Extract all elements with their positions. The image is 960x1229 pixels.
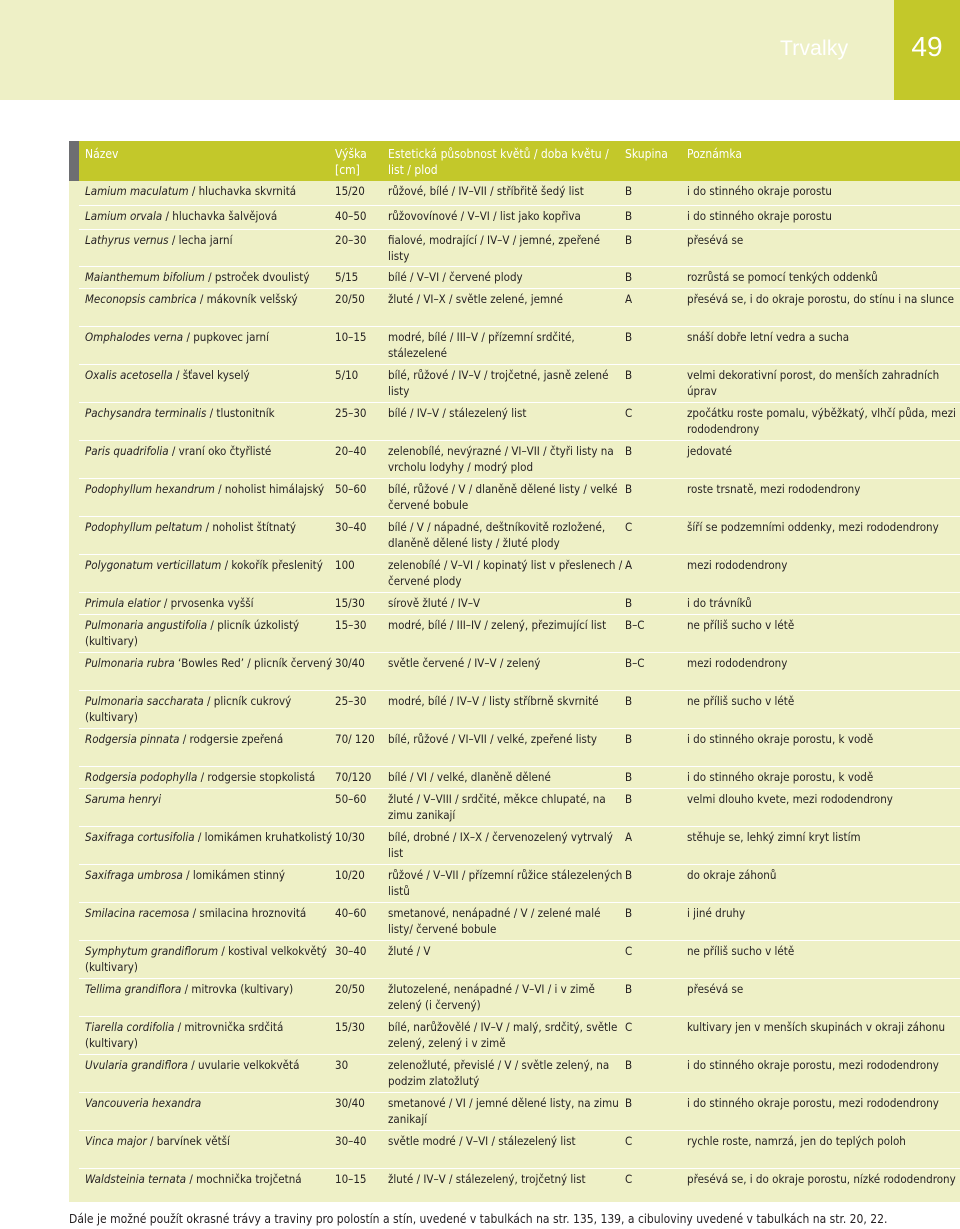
cell-aesthetic: smetanové / VI / jemné dělené listy, na zimu zanikají	[388, 1096, 619, 1126]
cell-name	[85, 291, 335, 307]
cell-height: 10–15	[335, 1172, 367, 1186]
cell-group: B	[625, 694, 633, 708]
common-name: / hluchavka šalvějová	[162, 209, 278, 223]
cell-height: 30	[335, 1058, 349, 1072]
cell-group: B	[625, 732, 633, 746]
cell-height: 40–60	[335, 906, 367, 920]
common-name: / mochnička trojčetná	[186, 1172, 302, 1186]
cell-group: B	[625, 368, 633, 382]
cell-aesthetic: bílé, narůžovělé / IV–V / malý, srdčitý, světle zelený, zelený i v zimě	[388, 1020, 618, 1050]
cell-height: 50–60	[335, 792, 367, 806]
common-name: / šťavel kyselý	[172, 368, 250, 382]
table-row	[79, 229, 960, 266]
table-row	[79, 516, 960, 554]
common-name: / smilacina hroznovitá	[189, 906, 307, 920]
cell-height: 40–50	[335, 209, 367, 223]
cell-height: 15/30	[335, 1020, 365, 1034]
cell-note: mezi rododendrony	[687, 558, 788, 572]
table-row	[79, 978, 960, 1016]
cell-note: rozrůstá se pomocí tenkých oddenků	[687, 270, 878, 284]
cell-group: B	[625, 1096, 633, 1110]
cell-name	[85, 183, 335, 199]
table-row	[79, 728, 960, 766]
cell-note: mezi rododendrony	[687, 656, 788, 670]
cell-aesthetic: žluté / V	[388, 944, 431, 958]
table-row	[79, 402, 960, 440]
table-row	[79, 766, 960, 788]
cell-group: C	[625, 1134, 633, 1148]
cell-note: i do stinného okraje porostu	[687, 209, 832, 223]
cell-note: zpočátku roste pomalu, výběžkatý, vlhčí půda, mezi rododendrony	[687, 406, 956, 436]
latin-name: Rodgersia podophylla	[85, 770, 198, 784]
latin-name: Polygonatum verticillatum	[85, 558, 222, 572]
cell-note: ne příliš sucho v létě	[687, 694, 795, 708]
cell-aesthetic: světle červené / IV–V / zelený	[388, 656, 541, 670]
cell-note: přesévá se, i do okraje porostu, do stínu i na slunce	[687, 292, 955, 306]
latin-name: Omphalodes verna	[85, 330, 184, 344]
cell-note: i jiné druhy	[687, 906, 746, 920]
cell-note: ne příliš sucho v létě	[687, 618, 795, 632]
cell-height: 30–40	[335, 1134, 367, 1148]
cell-name	[85, 519, 335, 535]
cell-aesthetic: bílé / IV–V / stálezelený list	[388, 406, 527, 420]
cell-height: 15/20	[335, 184, 365, 198]
cell-name	[85, 1095, 335, 1111]
cell-group: C	[625, 1020, 633, 1034]
cell-aesthetic: bílé / VI / velké, dlaněně dělené	[388, 770, 551, 784]
cell-height: 10–15	[335, 330, 367, 344]
common-name: / noholist štítnatý	[202, 520, 297, 534]
cell-group: B–C	[625, 656, 645, 670]
cell-note: přesévá se	[687, 233, 744, 247]
cell-group: B	[625, 906, 633, 920]
common-name: / noholist himálajský	[214, 482, 325, 496]
cell-aesthetic: modré, bílé / III–V / přízemní srdčité, stálezelené	[388, 330, 575, 360]
table-row	[79, 440, 960, 478]
cell-note: ne příliš sucho v létě	[687, 944, 795, 958]
cell-group: B	[625, 596, 633, 610]
common-name: / pstroček dvoulistý	[204, 270, 310, 284]
common-name: / lecha jarní	[168, 233, 233, 247]
latin-name: Uvularia grandiflora	[85, 1058, 188, 1072]
latin-name: Tellima grandiflora	[85, 982, 182, 996]
cell-name	[85, 208, 335, 224]
cell-note: velmi dekorativní porost, do menších zahradních úprav	[687, 368, 940, 398]
cell-aesthetic: fialové, modrající / IV–V / jemné, zpeřené listy	[388, 233, 600, 263]
table-row	[79, 364, 960, 402]
latin-name: Lamium orvala	[85, 209, 163, 223]
cell-group: C	[625, 520, 633, 534]
column-header-name: Název	[85, 147, 119, 161]
common-name: / vraní oko čtyřlisté	[168, 444, 272, 458]
cell-name	[85, 329, 335, 345]
cell-aesthetic: bílé, drobné / IX–X / červenozelený vytrvalý list	[388, 830, 613, 860]
cell-height: 20–30	[335, 233, 367, 247]
cell-note: i do stinného okraje porostu, k vodě	[687, 732, 874, 746]
cell-aesthetic: růžové, bílé / IV–VII / stříbřitě šedý list	[388, 184, 584, 198]
cell-note: i do stinného okraje porostu, mezi rododendrony	[687, 1058, 939, 1072]
table-row	[79, 652, 960, 690]
cell-name	[85, 1133, 335, 1149]
cell-height: 70/ 120	[335, 732, 375, 746]
latin-name: Symphytum grandiflorum	[85, 944, 219, 958]
cell-height: 30–40	[335, 944, 367, 958]
common-name: / prvosenka vyšší	[160, 596, 254, 610]
cell-note: jedovaté	[687, 444, 733, 458]
cell-group: B	[625, 770, 633, 784]
latin-name: Pulmonaria angustifolia	[85, 618, 208, 632]
latin-name: Primula elatior	[85, 596, 161, 610]
cell-group: A	[625, 558, 633, 572]
cell-height: 15–30	[335, 618, 367, 632]
common-name: / mitrovka (kultivary)	[181, 982, 294, 996]
cell-group: B	[625, 330, 633, 344]
column-header-note: Poznámka	[687, 147, 742, 161]
table-row	[79, 1168, 960, 1202]
table-header	[79, 141, 960, 181]
cell-height: 70/120	[335, 770, 372, 784]
cell-name	[85, 1171, 335, 1187]
cell-aesthetic: žluté / IV–V / stálezelený, trojčetný list	[388, 1172, 586, 1186]
table-row	[79, 788, 960, 826]
table-row	[79, 478, 960, 516]
cell-name	[85, 943, 335, 975]
cell-aesthetic: světle modré / V–VI / stálezelený list	[388, 1134, 576, 1148]
cell-note: velmi dlouho kvete, mezi rododendrony	[687, 792, 893, 806]
column-header-aesthetic: Estetická působnost květů / doba květu / list / plod	[388, 147, 609, 177]
cell-aesthetic: žlutozelené, nenápadné / V–VI / i v zimě zelený (i červený)	[388, 982, 595, 1012]
latin-name: Podophyllum peltatum	[85, 520, 203, 534]
cell-group: B	[625, 482, 633, 496]
latin-name: Saxifraga umbrosa	[85, 868, 183, 882]
cell-name	[85, 405, 335, 421]
cell-note: i do stinného okraje porostu, mezi rododendrony	[687, 1096, 939, 1110]
cell-group: C	[625, 406, 633, 420]
cell-note: rychle roste, namrzá, jen do teplých poloh	[687, 1134, 906, 1148]
cell-note: i do trávníků	[687, 596, 752, 610]
latin-name: Saruma henryi	[85, 792, 162, 806]
cell-name	[85, 232, 335, 248]
cell-height: 25–30	[335, 406, 367, 420]
cell-aesthetic: zelenobílé, nevýrazné / VI–VII / čtyři listy na vrcholu lodyhy / modrý plod	[388, 444, 614, 474]
cell-note: do okraje záhonů	[687, 868, 777, 882]
cell-aesthetic: růžové / V–VII / přízemní růžice stálezelených listů	[388, 868, 623, 898]
table-row	[79, 181, 960, 205]
cell-aesthetic: zelenožluté, převislé / V / světle zelený, na podzim zlatožlutý	[388, 1058, 610, 1088]
common-name: / rodgersie zpeřená	[179, 732, 284, 746]
cell-name	[85, 731, 335, 747]
table-row	[79, 205, 960, 229]
common-name: / mákovník velšský	[196, 292, 298, 306]
cell-aesthetic: modré, bílé / IV–V / listy stříbrně skvrnité	[388, 694, 599, 708]
cell-height: 100	[335, 558, 355, 572]
table-row	[79, 266, 960, 288]
table-row	[79, 1130, 960, 1168]
cell-group: C	[625, 944, 633, 958]
cell-group: B	[625, 1058, 633, 1072]
cell-name	[85, 829, 335, 845]
latin-name: Rodgersia pinnata	[85, 732, 180, 746]
table-row	[79, 288, 960, 326]
page-number: 49	[911, 31, 943, 62]
cell-name	[85, 557, 335, 573]
table-row	[79, 1016, 960, 1054]
cell-height: 5/10	[335, 368, 359, 382]
cell-group: B	[625, 270, 633, 284]
cell-note: stěhuje se, lehký zimní kryt listím	[687, 830, 861, 844]
cell-aesthetic: smetanové, nenápadné / V / zelené malé listy/ červené bobule	[388, 906, 601, 936]
latin-name: Maianthemum bifolium	[85, 270, 205, 284]
table-row	[79, 864, 960, 902]
footnote: Dále je možné použít okrasné trávy a traviny pro polostín a stín, uvedené v tabulkách na str. 135, 139, a cibuloviny uvedené v tabulkách na str. 20, 22.	[69, 1212, 888, 1226]
cell-note: kultivary jen v menších skupinách v okraji záhonu	[687, 1020, 945, 1034]
cell-height: 30–40	[335, 520, 367, 534]
cell-name	[85, 269, 335, 285]
cell-height: 10/20	[335, 868, 365, 882]
common-name: / barvínek větší	[146, 1134, 230, 1148]
section-title: Trvalky	[780, 37, 849, 60]
cell-name	[85, 481, 335, 497]
table-row	[79, 326, 960, 364]
latin-name: Saxifraga cortusifolia	[85, 830, 195, 844]
cell-aesthetic: bílé, růžové / VI–VII / velké, zpeřené listy	[388, 732, 598, 746]
cell-name	[85, 693, 335, 725]
common-name: / tlustonitník	[206, 406, 275, 420]
cell-note: i do stinného okraje porostu, k vodě	[687, 770, 874, 784]
table-row	[79, 1092, 960, 1130]
cell-name	[85, 595, 335, 611]
cell-group: B–C	[625, 618, 645, 632]
cell-note: šíří se podzemními oddenky, mezi rododendrony	[687, 520, 939, 534]
latin-name: Vinca major	[85, 1134, 147, 1148]
table-row	[79, 826, 960, 864]
common-name: / kokořík přeslenitý	[221, 558, 323, 572]
column-header-height: Výška [cm]	[335, 147, 367, 177]
latin-name: Oxalis acetosella	[85, 368, 173, 382]
cell-name	[85, 905, 335, 921]
cell-name	[85, 769, 335, 785]
table-row	[79, 592, 960, 614]
latin-name: Waldsteinia ternata	[85, 1172, 187, 1186]
common-name: / mitrovnička srdčitá (kultivary)	[85, 1020, 284, 1050]
common-name: / uvularie velkokvětá	[187, 1058, 300, 1072]
cell-group: B	[625, 233, 633, 247]
common-name: / plicník cukrový (kultivary)	[85, 694, 292, 724]
latin-name: Pulmonaria rubra	[85, 656, 175, 670]
cell-name	[85, 1019, 335, 1051]
cell-height: 50–60	[335, 482, 367, 496]
common-name: / lomikámen kruhatkolistý	[194, 830, 333, 844]
cell-aesthetic: zelenobílé / V–VI / kopinatý list v přeslenech / červené plody	[388, 558, 623, 588]
cell-note: přesévá se	[687, 982, 744, 996]
cell-aesthetic: žluté / V–VIII / srdčité, měkce chlupaté, na zimu zanikají	[388, 792, 606, 822]
table-row	[79, 1054, 960, 1092]
cell-height: 25–30	[335, 694, 367, 708]
cell-aesthetic: bílé, růžové / V / dlaněně dělené listy / velké červené bobule	[388, 482, 618, 512]
latin-name: Paris quadrifolia	[85, 444, 169, 458]
cell-note: roste trsnatě, mezi rododendrony	[687, 482, 861, 496]
cell-name	[85, 443, 335, 459]
cell-group: B	[625, 868, 633, 882]
latin-name: Pachysandra terminalis	[85, 406, 207, 420]
cell-group: A	[625, 830, 633, 844]
cell-aesthetic: bílé / V / nápadné, deštníkovitě rozložené, dlaněně dělené listy / žluté plody	[388, 520, 606, 550]
common-name: / rodgersie stopkolistá	[197, 770, 316, 784]
cell-height: 30/40	[335, 1096, 365, 1110]
latin-name: Vancouveria hexandra	[85, 1096, 202, 1110]
cell-aesthetic: žluté / VI–X / světle zelené, jemné	[388, 292, 564, 306]
cell-name	[85, 367, 335, 383]
cell-aesthetic: sírově žluté / IV–V	[388, 596, 481, 610]
table-row	[79, 902, 960, 940]
latin-name: Pulmonaria saccharata	[85, 694, 204, 708]
table-row	[79, 554, 960, 592]
common-name: ‘Bowles Red’ / plicník červený	[174, 656, 333, 670]
cell-note: přesévá se, i do okraje porostu, nízké rododendrony	[687, 1172, 956, 1186]
cell-group: A	[625, 292, 633, 306]
table-side-bar	[69, 141, 79, 181]
common-name: / kostival velkokvětý (kultivary)	[85, 944, 327, 974]
common-name: / lomikámen stinný	[182, 868, 286, 882]
cell-name	[85, 617, 335, 649]
cell-group: B	[625, 209, 633, 223]
table-row	[79, 940, 960, 978]
cell-group: B	[625, 792, 633, 806]
cell-height: 20/50	[335, 292, 365, 306]
cell-height: 20–40	[335, 444, 367, 458]
common-name: / hluchavka skvrnitá	[188, 184, 297, 198]
cell-group: C	[625, 1172, 633, 1186]
latin-name: Lathyrus vernus	[85, 233, 169, 247]
cell-height: 15/30	[335, 596, 365, 610]
table-row	[79, 614, 960, 652]
cell-aesthetic: modré, bílé / III–IV / zelený, přezimující list	[388, 618, 607, 632]
cell-name	[85, 981, 335, 997]
cell-aesthetic: růžovovínové / V–VI / list jako kopřiva	[388, 209, 581, 223]
cell-aesthetic: bílé / V–VI / červené plody	[388, 270, 523, 284]
common-name: / plicník úzkolistý (kultivary)	[85, 618, 300, 648]
cell-name	[85, 655, 335, 671]
cell-name	[85, 1057, 335, 1073]
cell-height: 30/40	[335, 656, 365, 670]
table-row	[79, 690, 960, 728]
cell-height: 20/50	[335, 982, 365, 996]
cell-name	[85, 791, 335, 807]
common-name: / pupkovec jarní	[183, 330, 269, 344]
cell-group: B	[625, 184, 633, 198]
latin-name: Meconopsis cambrica	[85, 292, 197, 306]
cell-group: B	[625, 982, 633, 996]
cell-note: i do stinného okraje porostu	[687, 184, 832, 198]
cell-height: 5/15	[335, 270, 359, 284]
latin-name: Smilacina racemosa	[85, 906, 190, 920]
cell-note: snáší dobře letní vedra a sucha	[687, 330, 850, 344]
cell-height: 10/30	[335, 830, 365, 844]
cell-group: B	[625, 444, 633, 458]
latin-name: Tiarella cordifolia	[85, 1020, 175, 1034]
cell-name	[85, 867, 335, 883]
column-header-group: Skupina	[625, 147, 668, 161]
cell-aesthetic: bílé, růžové / IV–V / trojčetné, jasně zelené listy	[388, 368, 609, 398]
latin-name: Podophyllum hexandrum	[85, 482, 215, 496]
latin-name: Lamium maculatum	[85, 184, 189, 198]
